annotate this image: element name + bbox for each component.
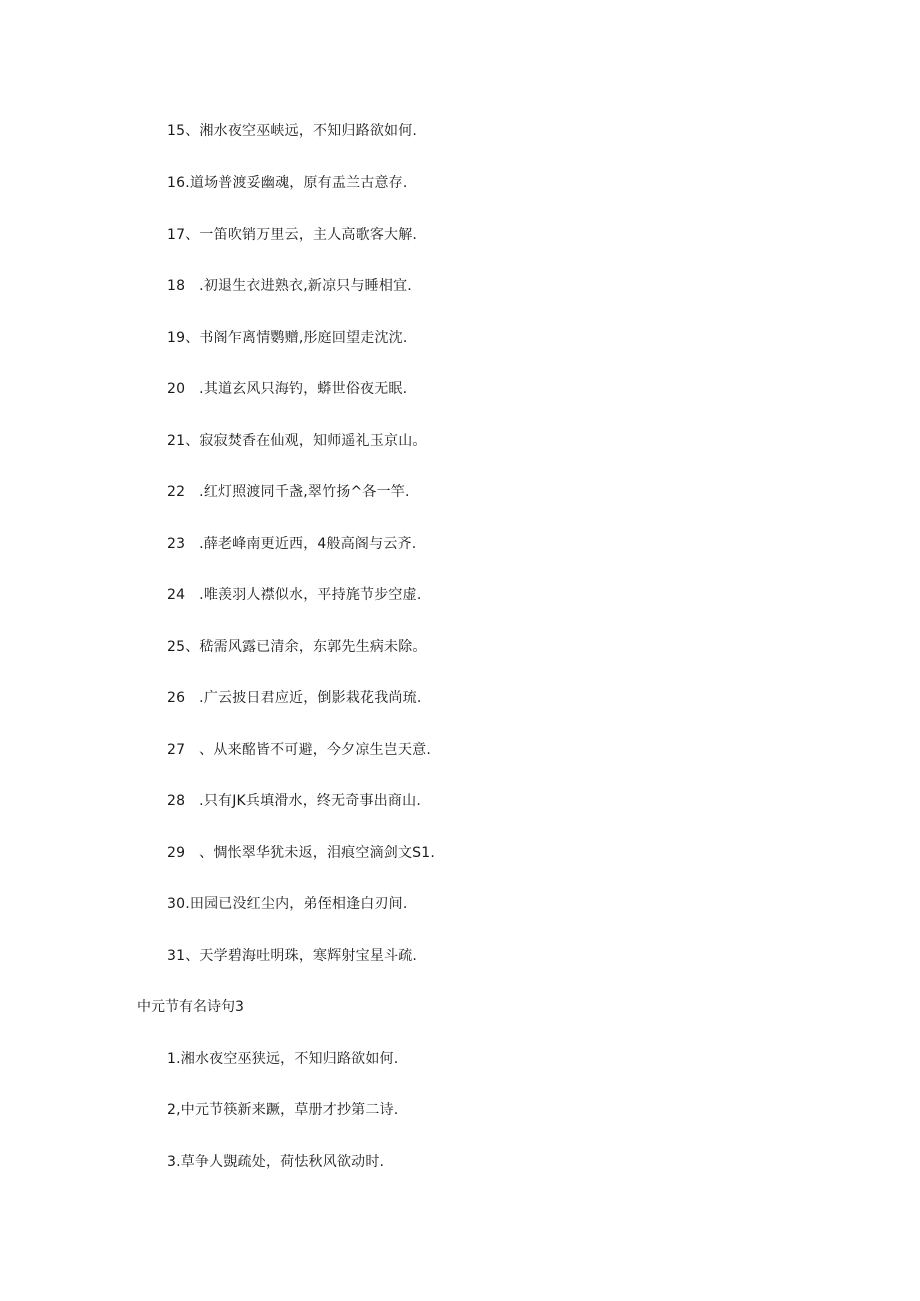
poem-line-b2: 2,中元节筷新来蹶，草册才抄第二诗.: [167, 1102, 399, 1118]
poem-line-24: 24 .唯羡羽人襟似水，平持旄节步空虚.: [167, 587, 422, 603]
section-heading: 中元节有名诗句3: [137, 999, 244, 1015]
poem-line-23: 23 .薛老峰南更近西，4般高阁与云齐.: [167, 536, 417, 552]
poem-line-b1: 1.湘水夜空巫狭远，不知归路欲如何.: [167, 1051, 399, 1067]
poem-line-28: 28 .只有JK兵填滑水，终无奇事出商山.: [167, 793, 421, 809]
poem-line-19: 19、书阁乍离情鹦赠,彤庭回望走沈沈.: [167, 330, 408, 346]
poem-line-25: 25、嵇需风露已清余，东郭先生病未除。: [167, 639, 427, 655]
poem-line-30: 30.田园已没红尘内，弟侄相逢白刃间.: [167, 896, 408, 912]
poem-line-29: 29 、惆怅翠华犹未返，泪痕空滴剑文S1.: [167, 845, 436, 861]
poem-line-16: 16.道场普渡妥幽魂，原有盂兰古意存.: [167, 175, 408, 191]
poem-line-18: 18 .初退生衣进熟衣,新凉只与睡相宜.: [167, 278, 412, 294]
poem-line-17: 17、一笛吹销万里云，主人高歌客大解.: [167, 227, 418, 243]
poem-line-22: 22 .红灯照渡同千盏,翠竹扬^各一竿.: [167, 484, 410, 500]
poem-line-15: 15、湘水夜空巫峡远，不知归路欲如何.: [167, 123, 418, 139]
poem-line-31: 31、天学碧海吐明珠，寒辉射宝星斗疏.: [167, 948, 418, 964]
poem-line-b3: 3.草争人覬疏处，荷怯秋风欲动时.: [167, 1154, 385, 1170]
poem-line-26: 26 .广云披日君应近，倒影栽花我尚琉.: [167, 690, 422, 706]
poem-line-20: 20 .其道玄风只海钓，蟒世俗夜无眠.: [167, 381, 408, 397]
poem-line-21: 21、寂寂焚香在仙观，知师遥礼玉京山。: [167, 433, 427, 449]
poem-line-27: 27 、从来酩皆不可避，今夕凉生岂天意.: [167, 742, 432, 758]
